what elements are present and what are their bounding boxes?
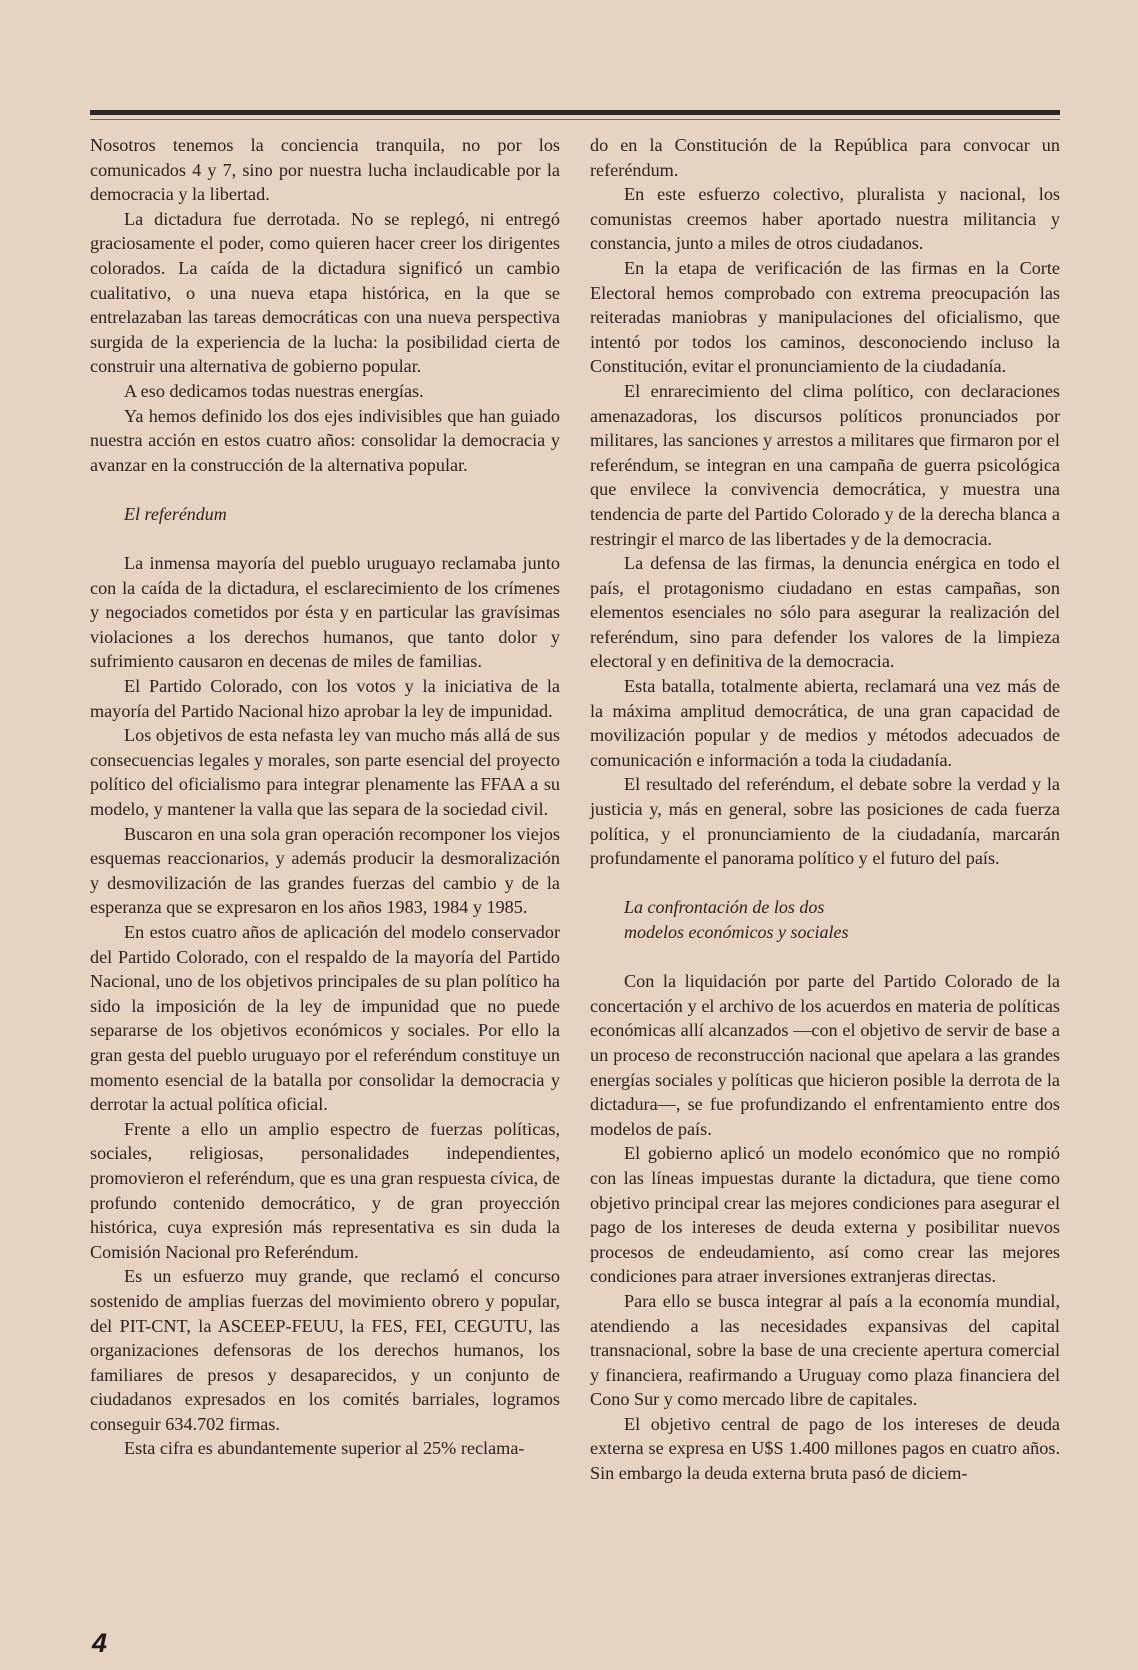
paragraph: En este esfuerzo colectivo, pluralista y nacional, los comunistas creemos haber aportado nuestra militancia y constancia, junto a miles de otros ciudadanos. (590, 184, 1060, 254)
paragraph: Con la liquidación por parte del Partido Colorado de la concertación y el archivo de los acuerdos en materia de políticas económicas allí alcanzados —con el objetivo de servir de base a un proceso de reconstrucción nacional que apelara a las grandes energías sociales y políticas que hicieron posible la derrota de la dictadura—, se fue profundizando el enfrentamiento entre dos modelos de país. (590, 971, 1060, 1139)
header-rule-thin (90, 119, 1060, 120)
paragraph: Buscaron en una sola gran operación recomponer los viejos esquemas reaccionarios, y además producir la desmoralización y desmovilización de las grandes fuerzas del cambio y de la esperanza que se expresaron en los años 1983, 1984 y 1985. (90, 823, 560, 918)
right-column (590, 133, 1060, 1486)
left-column (90, 133, 560, 1461)
section-heading-models-line1: La confrontación de los dos (624, 897, 825, 918)
paragraph: Frente a ello un amplio espectro de fuerzas políticas, sociales, religiosas, personalidades independientes, promovieron el referéndum, que es una gran respuesta cívica, de profundo contenido democrático, y de gran proyección histórica, cuya expresión más representativa es sin duda la Comisión Nacional pro Referéndum. (90, 1118, 560, 1262)
paragraph: La defensa de las firmas, la denuncia enérgica en todo el país, el protagonismo ciudadano en estas campañas, son elementos esenciales no sólo para asegurar la realización del referéndum, sino para defender los valores de la limpieza electoral y en definitiva de la democracia. (590, 553, 1060, 672)
paragraph: do en la Constitución de la República para convocar un referéndum. (590, 135, 1060, 180)
paragraph: Esta batalla, totalmente abierta, reclamará una vez más de la máxima amplitud democrática, de una gran capacidad de movilización popular y de medios y métodos adecuados de comunicación e información a toda la ciudadanía. (590, 676, 1060, 770)
header-rule (90, 110, 1060, 115)
paragraph: La dictadura fue derrotada. No se replegó, ni entregó graciosamente el poder, como quieren hacer creer los dirigentes colorados. La caída de la dictadura significó un cambio cualitativo, o una nueva etapa histórica, en la que se entrelazaban las tareas democráticas con una nueva perspectiva surgida de la experiencia de la lucha: la posibilidad cierta de construir una alternativa de gobierno popular. (90, 208, 560, 377)
paragraph: El enrarecimiento del clima político, con declaraciones amenazadoras, los discursos políticos pronunciados por militares, las sanciones y arrestos a militares que firmaron por el referéndum, se integran en una campaña de guerra psicológica que envilece la convivencia democrática, y muestra una tendencia de parte del Partido Colorado y de la derecha blanca a restringir el marco de las libertades y de la democracia. (590, 380, 1060, 549)
paragraph: Para ello se busca integrar al país a la economía mundial, atendiendo a las necesidades expansivas del capital transnacional, sobre la base de una creciente apertura comercial y financiera, reafirmando a Uruguay como plaza financiera del Cono Sur y como mercado libre de capitales. (590, 1290, 1060, 1410)
page-number: 4 (92, 1628, 108, 1658)
paragraph: Es un esfuerzo muy grande, que reclamó el concurso sostenido de amplias fuerzas del movimiento obrero y popular, del PIT-CNT, la ASCEEP-FEUU, la FES, FEI, CEGUTU, las organizaciones defensoras de los derechos humanos, los familiares de presos y desaparecidos, y un conjunto de ciudadanos expresados en los comités barriales, logramos conseguir 634.702 firmas. (90, 1266, 560, 1434)
paragraph: A eso dedicamos todas nuestras energías. (124, 380, 424, 401)
paragraph: Los objetivos de esta nefasta ley van mucho más allá de sus consecuencias legales y morales, son parte esencial del proyecto político del oficialismo para integrar plenamente las FFAA a su modelo, y mantener la valla que las separa de la sociedad civil. (90, 725, 560, 820)
section-heading-models-line2: modelos económicos y sociales (624, 922, 849, 942)
paragraph: En la etapa de verificación de las firmas en la Corte Electoral hemos comprobado con extrema preocupación las reiteradas maniobras y manipulaciones del oficialismo, que intentó por todos los caminos, desconociendo incluso la Constitución, evitar el pronunciamiento de la ciudadanía. (590, 257, 1060, 377)
paragraph: Esta cifra es abundantemente superior al 25% reclama- (124, 1438, 525, 1459)
paragraph: Ya hemos definido los dos ejes indivisibles que han guiado nuestra acción en estos cuatro años: consolidar la democracia y avanzar en la construcción de la alternativa popular. (90, 405, 560, 475)
paragraph: El objetivo central de pago de los intereses de deuda externa se expresa en U$S 1.400 millones pagos en cuatro años. Sin embargo la deuda externa bruta pasó de diciem- (590, 1413, 1060, 1484)
paragraph: El gobierno aplicó un modelo económico que no rompió con las líneas impuestas durante la dictadura, que tiene como objetivo principal crear las mejores condiciones para asegurar el pago de los intereses de deuda externa y posibilitar nuevos procesos de endeudamiento, así como crear las mejores condiciones para atraer inversiones extranjeras directas. (590, 1143, 1060, 1287)
paragraph: Nosotros tenemos la conciencia tranquila, no por los comunicados 4 y 7, sino por nuestra lucha inclaudicable por la democracia y la libertad. (90, 135, 560, 205)
paragraph: La inmensa mayoría del pueblo uruguayo reclamaba junto con la caída de la dictadura, el esclarecimiento de los crímenes y negociados cometidos por ésta y en particular las gravísimas violaciones a los derechos humanos, que tanto dolor y sufrimiento causaron en decenas de miles de familias. (90, 553, 560, 672)
section-heading-referendum: El referéndum (124, 503, 227, 524)
paragraph: El Partido Colorado, con los votos y la iniciativa de la mayoría del Partido Nacional hizo aprobar la ley de impunidad. (90, 676, 560, 721)
paragraph: El resultado del referéndum, el debate sobre la verdad y la justicia y, más en general, sobre las posiciones de cada fuerza política, y el pronunciamiento de la ciudadanía, marcarán profundamente el panorama político y el futuro del país. (590, 774, 1060, 869)
paragraph: En estos cuatro años de aplicación del modelo conservador del Partido Colorado, con el respaldo de la mayoría del Partido Nacional, uno de los objetivos principales de su plan político ha sido la imposición de la ley de impunidad que no puede separarse de los objetivos económicos y sociales. Por ello la gran gesta del pueblo uruguayo por el referéndum constituye un momento esencial de la batalla por consolidar la democracia y derrotar la actual política oficial. (90, 922, 560, 1115)
